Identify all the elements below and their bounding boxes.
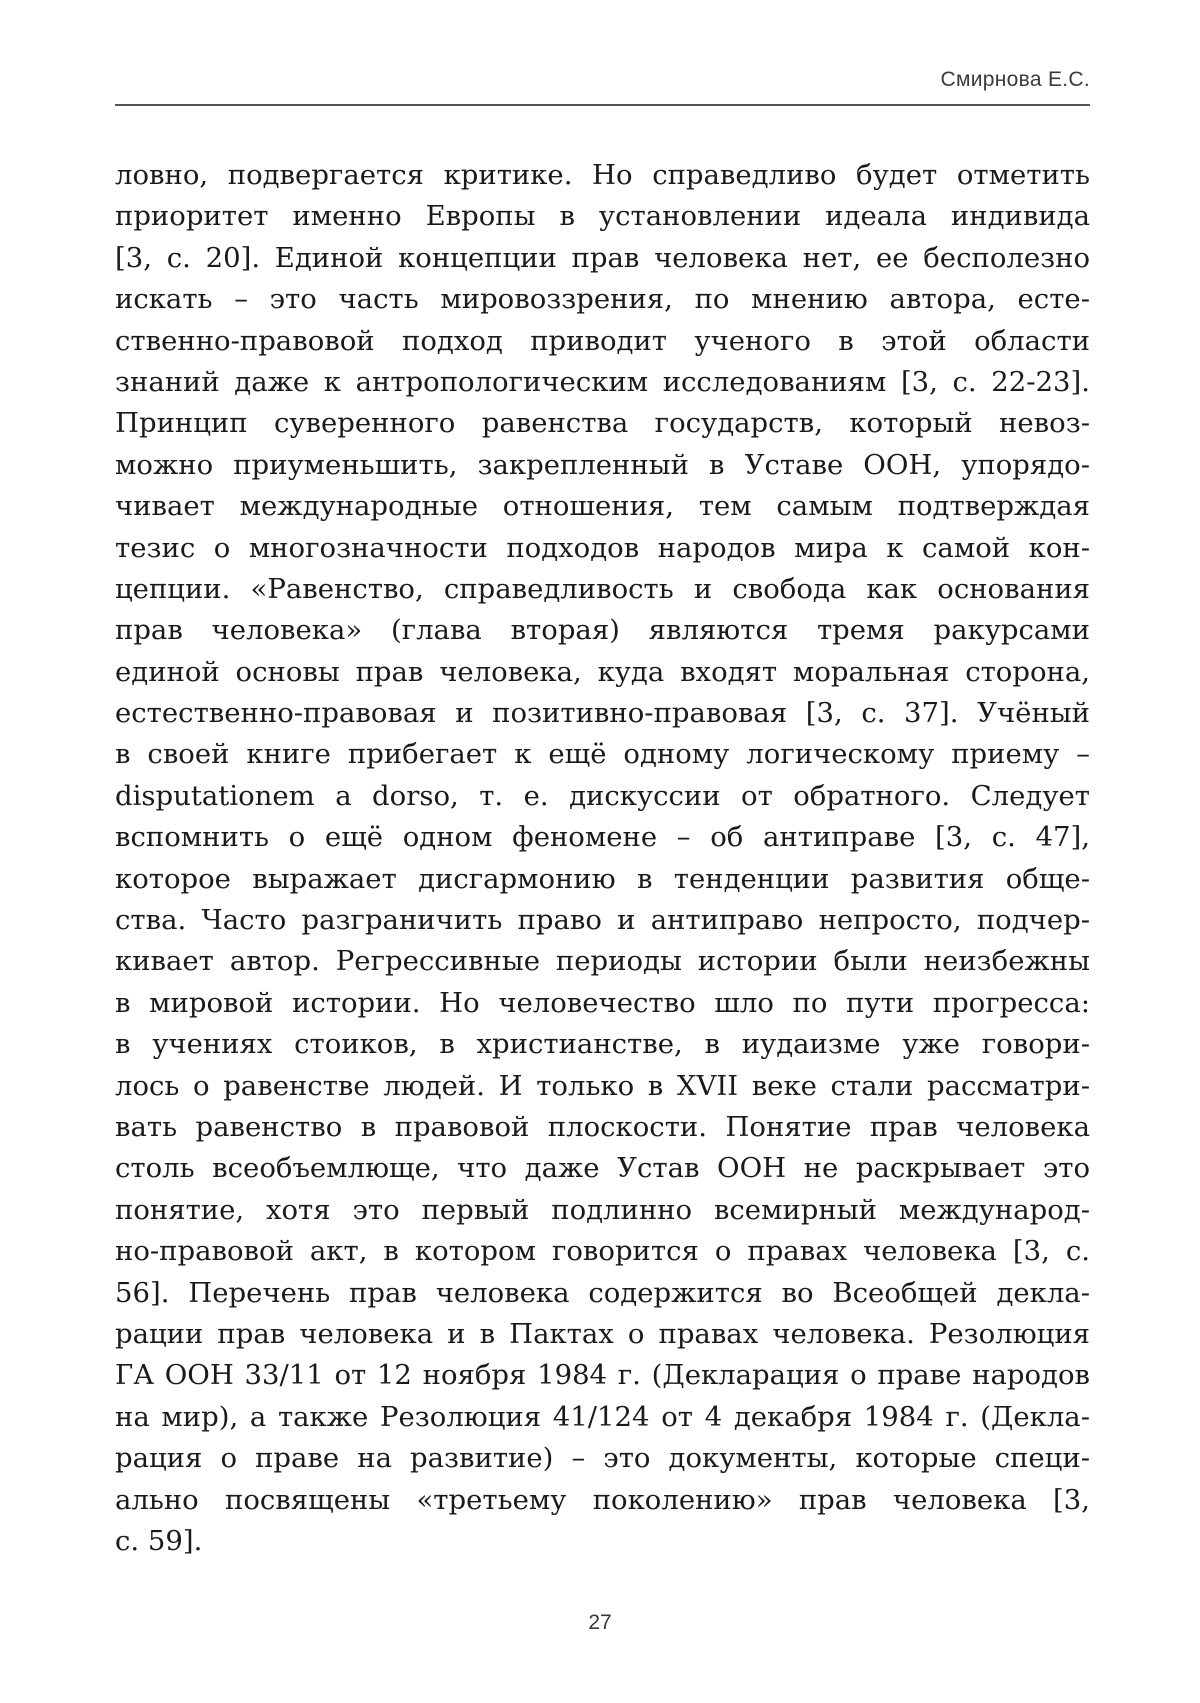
text-line: можно приуменьшить, закрепленный в Уставе ООН, упорядо- <box>115 448 1090 481</box>
text-line: [3, с. 20]. Единой концепции прав человека нет, ее бесполезно <box>115 241 1090 274</box>
text-line: цепции. «Равенство, справедливость и свобода как основания <box>115 572 1090 605</box>
body-text <box>115 155 1090 1562</box>
text-line: рации прав человека и в Пактах о правах человека. Резолюция <box>115 1317 1090 1350</box>
text-line: рация о праве на развитие) – это документы, которые специ- <box>115 1442 1090 1475</box>
header-divider <box>115 104 1090 106</box>
running-header-author: Смирнова Е.С. <box>940 68 1090 91</box>
text-line: вспомнить о ещё одном феномене – об антиправе [3, с. 47], <box>115 821 1090 854</box>
text-line: понятие, хотя это первый подлинно всемирный международ- <box>115 1193 1090 1226</box>
text-line: ловно, подвергается критике. Но справедливо будет отметить <box>115 159 1090 191</box>
page-number: 27 <box>588 1611 612 1634</box>
text-line: в мировой истории. Но человечество шло по пути прогресса: <box>115 986 1090 1019</box>
text-line: столь всеобъемлюще, что даже Устав ООН не раскрывает это <box>115 1152 1090 1185</box>
text-line: Принцип суверенного равенства государств, который невоз- <box>115 407 1090 440</box>
text-line: но-правовой акт, в котором говорится о правах человека [3, с. <box>115 1235 1090 1268</box>
text-line: лось о равенстве людей. И только в XVII веке стали рассматри- <box>115 1069 1090 1102</box>
text-line: 56]. Перечень прав человека содержится во Всеобщей декла- <box>115 1276 1090 1309</box>
text-line: естественно-правовая и позитивно-правовая [3, с. 37]. Учёный <box>115 697 1090 730</box>
text-line: приоритет именно Европы в установлении идеала индивида <box>115 200 1090 233</box>
text-line: единой основы прав человека, куда входят моральная сторона, <box>115 655 1090 688</box>
text-line: в своей книге прибегает к ещё одному логическому приему – <box>115 738 1090 771</box>
text-line-last: с. 59]. <box>115 1524 203 1557</box>
text-line: на мир), а также Резолюция 41/124 от 4 декабря 1984 г. (Декла- <box>115 1400 1090 1433</box>
text-line: искать – это часть мировоззрения, по мнению автора, есте- <box>115 283 1090 316</box>
text-line: прав человека» (глава вторая) являются тремя ракурсами <box>115 614 1090 647</box>
text-line: тезис о многозначности подходов народов мира к самой кон- <box>115 531 1090 564</box>
text-line: знаний даже к антропологическим исследованиям [3, с. 22-23]. <box>115 365 1090 398</box>
text-line: ственно-правовой подход приводит ученого в этой области <box>115 324 1090 357</box>
text-line: в учениях стоиков, в христианстве, в иудаизме уже говори- <box>115 1028 1090 1061</box>
text-line: вать равенство в правовой плоскости. Понятие прав человека <box>115 1110 1090 1143</box>
text-line: которое выражает дисгармонию в тенденции развития обще- <box>115 862 1090 895</box>
text-line: disputationem a dorso, т. е. дискуссии от обратного. Следует <box>115 779 1090 812</box>
text-line: кивает автор. Регрессивные периоды истории были неизбежны <box>115 945 1090 978</box>
text-line: чивает международные отношения, тем самым подтверждая <box>115 490 1090 523</box>
text-line: ства. Часто разграничить право и антиправо непросто, подчер- <box>115 904 1090 937</box>
text-line: ГА ООН 33/11 от 12 ноября 1984 г. (Декларация о праве народов <box>115 1359 1090 1392</box>
text-line: ально посвящены «третьему поколению» прав человека [3, <box>115 1483 1090 1516</box>
